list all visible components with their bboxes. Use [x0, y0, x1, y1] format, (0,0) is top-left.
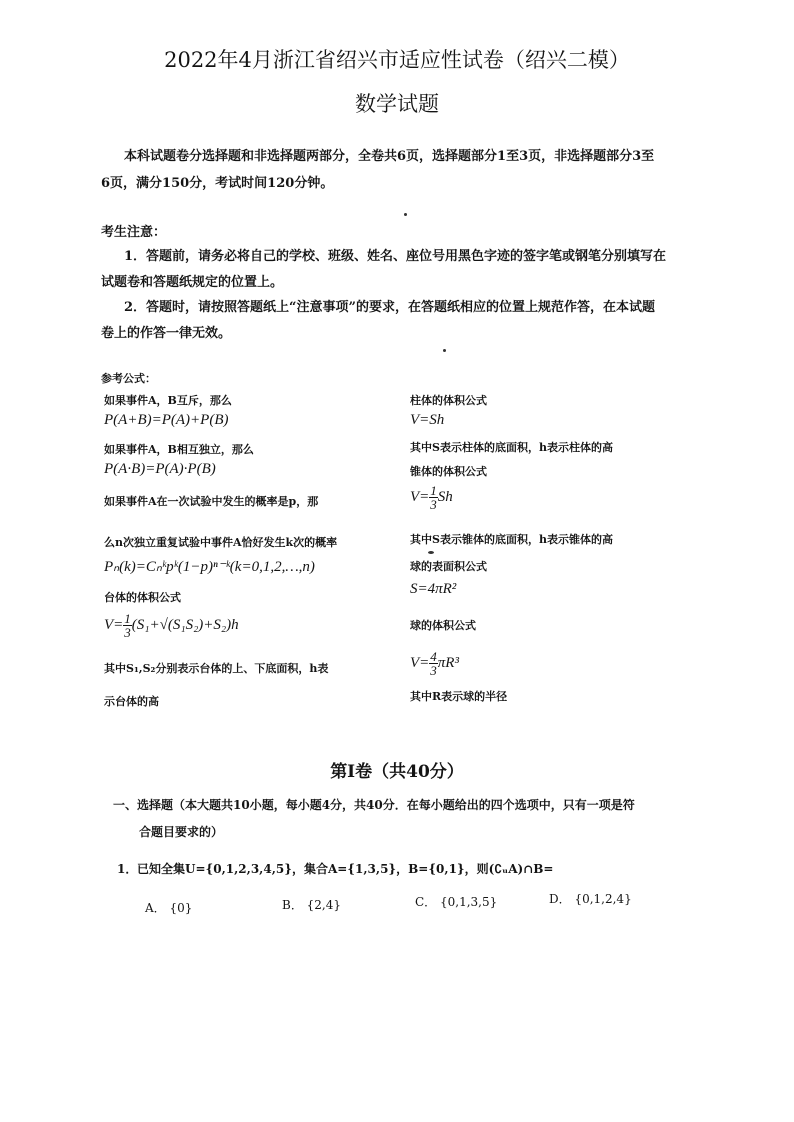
formula: P(A+B)=P(A)+P(B) — [104, 412, 229, 428]
formula-label: 其中S₁,S₂分别表示台体的上、下底面积，h表 — [104, 662, 329, 675]
notice-item: 2．答题时，请按照答题纸上“注意事项”的要求，在答题纸相应的位置上规范作答，在本试题 — [124, 300, 656, 315]
notice-item: 试题卷和答题纸规定的位置上。 — [101, 275, 284, 290]
formula-label: 锥体的体积公式 — [410, 465, 487, 478]
formula-heading: 参考公式： — [101, 372, 156, 385]
question-number: 1． — [117, 862, 138, 876]
formula: V= $\frac{1}{3}$ (S₁+√(S₁S₂)+S₂)h — [104, 611, 239, 640]
option-c: C． {0,1,3,5} — [415, 895, 498, 909]
formula-label: 如果事件A，B相互独立，那么 — [104, 443, 254, 456]
part-heading: 第Ⅰ卷（共40分） — [330, 762, 464, 782]
formula: Pₙ(k)=Cₙᵏpᵏ(1−p)ⁿ⁻ᵏ(k=0,1,2,…,n) — [104, 559, 315, 575]
intro-line-1: 本科试题卷分选择题和非选择题两部分，全卷共6页，选择题部分1至3页，非选择题部分3至 — [124, 149, 655, 164]
notice-item: 1．答题前，请务必将自己的学校、班级、姓名、座位号用黑色字迹的签字笔或钢笔分别填写在 — [124, 249, 667, 264]
formula-label: 示台体的高 — [104, 695, 159, 708]
formula-label: 柱体的体积公式 — [410, 394, 487, 407]
formula-label: 其中S表示柱体的底面积，h表示柱体的高 — [410, 441, 613, 454]
formula-label: 如果事件A在一次试验中发生的概率是p，那 — [104, 495, 319, 508]
page-title: 2022年4月浙江省绍兴市适应性试卷（绍兴二模） — [164, 48, 630, 72]
option-b: B． {2,4} — [282, 898, 342, 912]
scan-speck — [404, 213, 407, 216]
formula-label: 球的表面积公式 — [410, 560, 487, 573]
formula: P(A·B)=P(A)·P(B) — [104, 461, 216, 477]
formula-label: 么n次独立重复试验中事件A恰好发生k次的概率 — [104, 536, 338, 549]
formula-label: 其中R表示球的半径 — [410, 690, 508, 703]
formula-label: 其中S表示锥体的底面积，h表示锥体的高 — [410, 533, 613, 546]
question-text: 已知全集U={0,1,2,3,4,5}，集合A={1,3,5}，B={0,1}，则(∁ᵤA)∩B= — [137, 862, 554, 876]
section-instruction: 合题目要求的） — [139, 825, 224, 839]
option-a: A． {0} — [145, 901, 193, 915]
formula-label: 台体的体积公式 — [104, 591, 181, 604]
formula-label: 球的体积公式 — [410, 619, 476, 632]
notice-item: 卷上的作答一律无效。 — [101, 326, 232, 341]
formula: S=4πR² — [410, 581, 457, 597]
scan-speck — [443, 349, 446, 352]
formula-label: 如果事件A，B互斥，那么 — [104, 394, 232, 407]
page-subtitle: 数学试题 — [355, 92, 439, 116]
intro-line-2: 6页，满分150分，考试时间120分钟。 — [101, 176, 334, 191]
option-d: D． {0,1,2,4} — [549, 892, 632, 906]
formula: V= $\frac{4}{3}$ πR³ — [410, 649, 459, 678]
scan-speck — [428, 551, 434, 554]
notice-heading: 考生注意： — [101, 225, 167, 240]
formula: V=Sh — [410, 412, 445, 428]
section-instruction: 一、选择题（本大题共10小题，每小题4分，共40分．在每小题给出的四个选项中，只有一项是符 — [113, 798, 635, 812]
formula: V= $\frac{1}{3}$ Sh — [410, 483, 453, 512]
